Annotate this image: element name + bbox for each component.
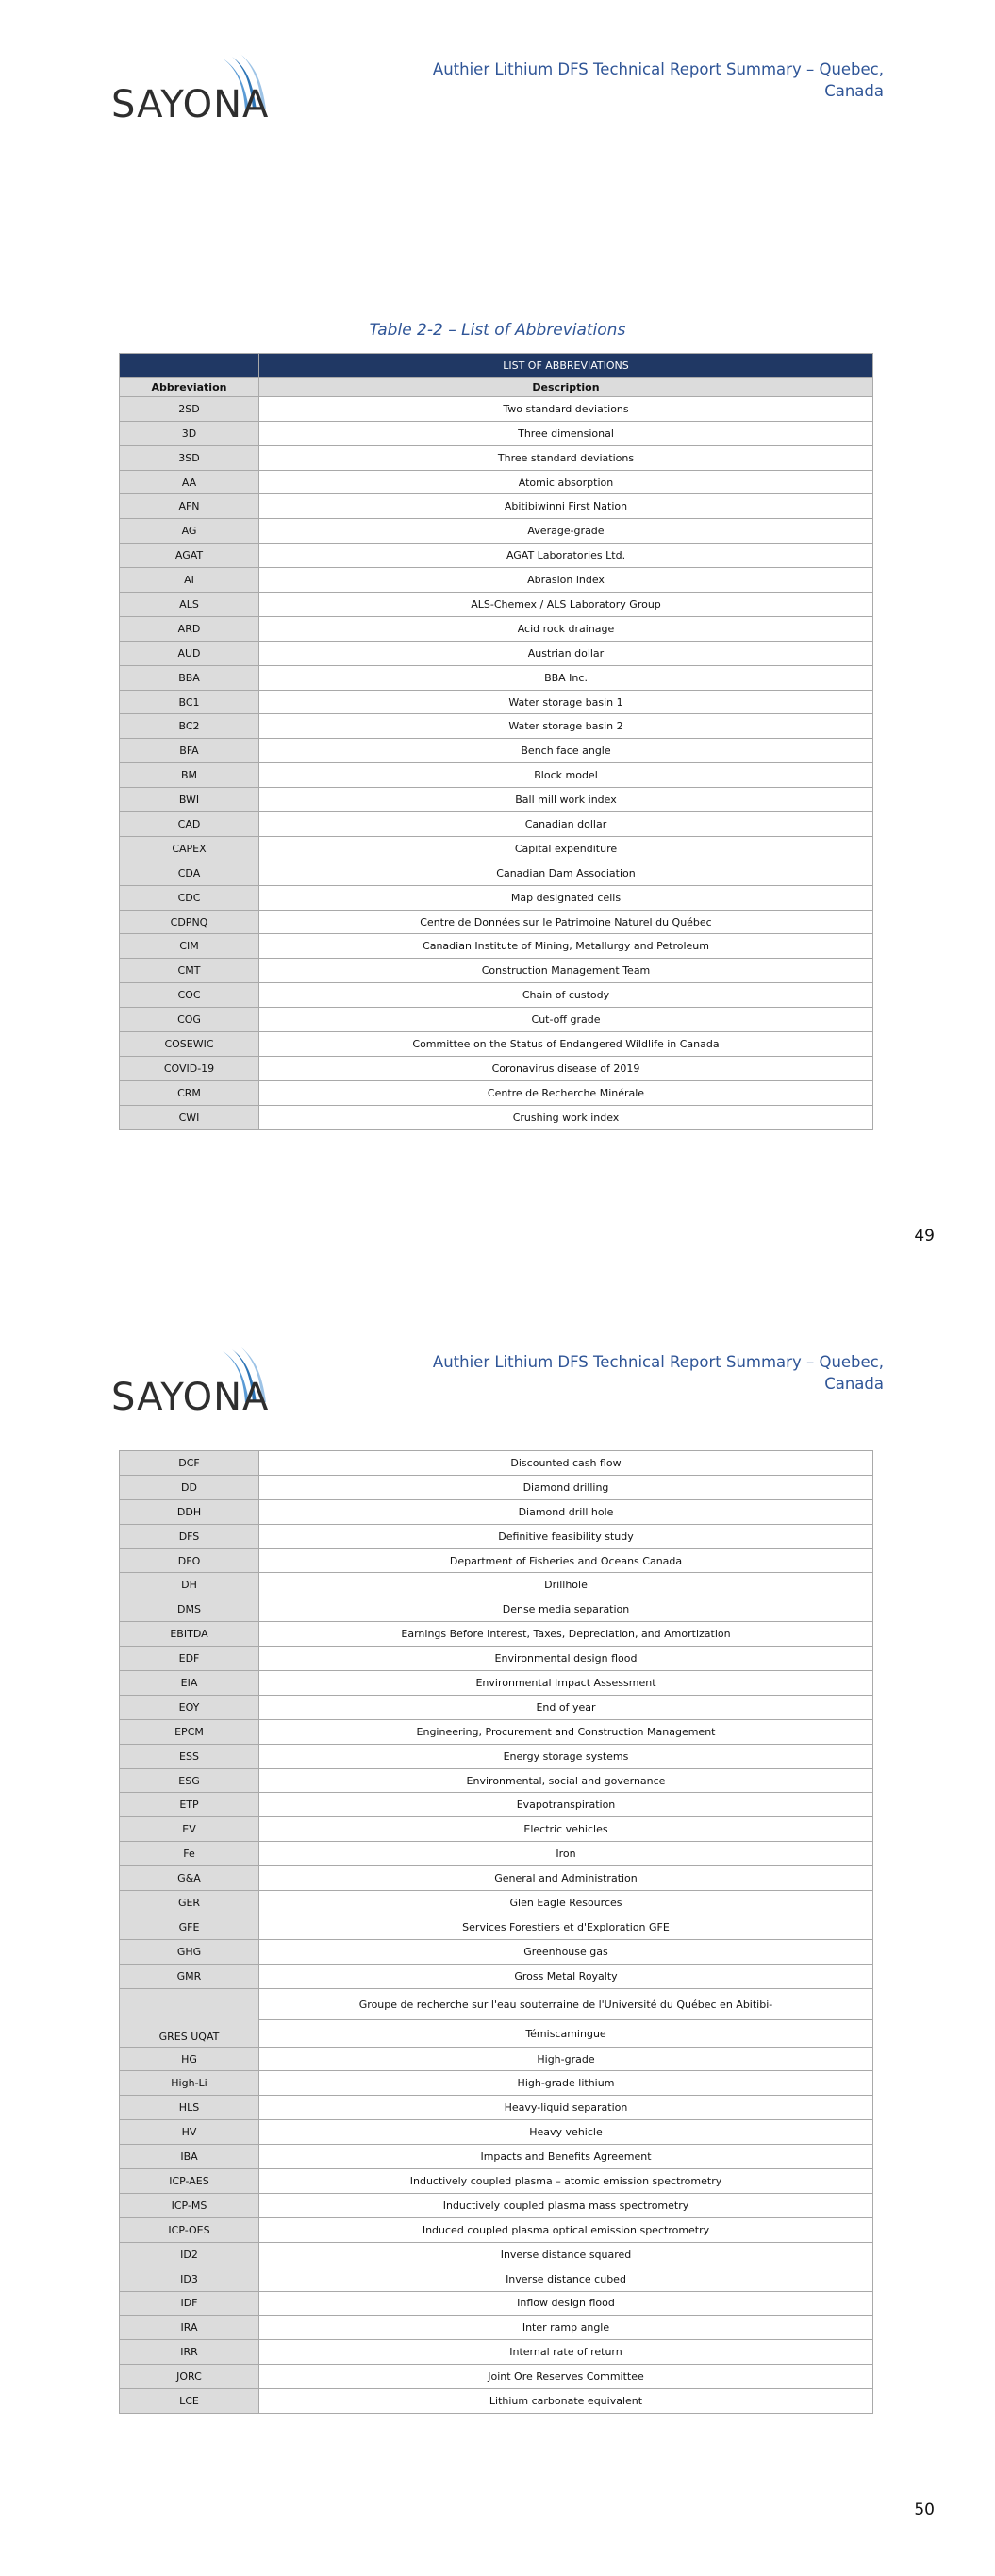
description-cell: Glen Eagle Resources: [259, 1891, 873, 1915]
table-row: [120, 1499, 873, 1524]
table-row: [120, 1988, 873, 2047]
abbreviation-cell: ICP-AES: [120, 2169, 259, 2194]
abbreviation-cell: BC2: [120, 714, 259, 739]
table-row: [120, 714, 873, 739]
table-row: [120, 2145, 873, 2169]
description-cell: BBA Inc.: [259, 665, 873, 690]
table-row: [120, 2267, 873, 2291]
abbreviation-cell: GFE: [120, 1915, 259, 1939]
abbreviation-cell: DD: [120, 1475, 259, 1499]
table-row: [120, 1768, 873, 1793]
abbreviation-cell: AG: [120, 519, 259, 544]
col-abbreviation-header: Abbreviation: [120, 377, 259, 396]
description-cell: Construction Management Team: [259, 959, 873, 983]
description-cell: Centre de Recherche Minérale: [259, 1080, 873, 1105]
description-cell: Iron: [259, 1842, 873, 1866]
header-title: Authier Lithium DFS Technical Report Summary – Quebec, Canada: [432, 60, 884, 100]
header-title: Authier Lithium DFS Technical Report Summary – Quebec, Canada: [432, 1353, 884, 1393]
table-row: [120, 494, 873, 519]
table-row: [120, 1719, 873, 1744]
table-row: [120, 470, 873, 494]
description-cell: Centre de Données sur le Patrimoine Naturel du Québec: [259, 910, 873, 934]
description-cell: Environmental Impact Assessment: [259, 1671, 873, 1696]
abbreviation-cell: CDC: [120, 885, 259, 910]
abbreviation-cell: ESS: [120, 1744, 259, 1768]
table-row: [120, 2071, 873, 2096]
abbreviations-table-continued: [119, 1450, 873, 2414]
table-row: [120, 421, 873, 445]
table-row: [120, 1695, 873, 1719]
description-cell: Water storage basin 1: [259, 690, 873, 714]
table-caption: Table 2-2 – List of Abbreviations: [369, 321, 626, 340]
table-row: [120, 2047, 873, 2071]
description-cell: High-grade lithium: [259, 2071, 873, 2096]
description-cell: Water storage basin 2: [259, 714, 873, 739]
description-cell: Cut-off grade: [259, 1008, 873, 1032]
abbreviation-cell: DCF: [120, 1451, 259, 1476]
table-row: [120, 739, 873, 763]
description-cell: Canadian Institute of Mining, Metallurgy and Petroleum: [259, 934, 873, 959]
table-row: [120, 2389, 873, 2414]
table-row: [120, 959, 873, 983]
abbreviation-cell: CDA: [120, 861, 259, 885]
abbreviation-cell: CRM: [120, 1080, 259, 1105]
table-row: [120, 1866, 873, 1891]
table-row: [120, 812, 873, 837]
table-row: [120, 1671, 873, 1696]
description-cell: Heavy vehicle: [259, 2120, 873, 2145]
abbreviation-cell: EPCM: [120, 1719, 259, 1744]
table-row: [120, 861, 873, 885]
description-line-2: Témiscamingue: [525, 2027, 606, 2040]
description-cell: Definitive feasibility study: [259, 1524, 873, 1548]
table-row: [120, 1793, 873, 1817]
abbreviation-cell: DFS: [120, 1524, 259, 1548]
abbreviation-cell: HV: [120, 2120, 259, 2145]
table-row: [120, 1475, 873, 1499]
table-row: [120, 763, 873, 788]
table-row: [120, 690, 873, 714]
description-cell: Impacts and Benefits Agreement: [259, 2145, 873, 2169]
abbreviation-cell: AFN: [120, 494, 259, 519]
table-row: [120, 2316, 873, 2340]
abbreviation-cell: CWI: [120, 1105, 259, 1129]
abbreviation-cell: CAD: [120, 812, 259, 837]
description-cell: Inter ramp angle: [259, 2316, 873, 2340]
abbreviation-cell: GMR: [120, 1964, 259, 1988]
description-cell: Inverse distance cubed: [259, 2267, 873, 2291]
table-row: [120, 1105, 873, 1129]
description-cell: Crushing work index: [259, 1105, 873, 1129]
abbreviation-cell: Fe: [120, 1842, 259, 1866]
abbreviation-cell: ID2: [120, 2242, 259, 2267]
description-cell: Induced coupled plasma optical emission spectrometry: [259, 2217, 873, 2242]
description-cell: Committee on the Status of Endangered Wildlife in Canada: [259, 1032, 873, 1057]
table-row: [120, 1915, 873, 1939]
abbreviation-cell: 3D: [120, 421, 259, 445]
description-cell: Department of Fisheries and Oceans Canada: [259, 1548, 873, 1573]
table-row: [120, 1744, 873, 1768]
abbreviation-cell: CDPNQ: [120, 910, 259, 934]
table-row: [120, 616, 873, 641]
description-cell: ALS-Chemex / ALS Laboratory Group: [259, 593, 873, 617]
description-cell: Capital expenditure: [259, 836, 873, 861]
abbreviation-cell: DFO: [120, 1548, 259, 1573]
table-row: [120, 1573, 873, 1597]
abbreviation-cell: G&A: [120, 1866, 259, 1891]
table-row: [120, 1056, 873, 1080]
abbreviation-cell: HLS: [120, 2096, 259, 2120]
description-cell: Map designated cells: [259, 885, 873, 910]
abbreviation-cell: EIA: [120, 1671, 259, 1696]
abbreviation-cell: CMT: [120, 959, 259, 983]
description-cell: Heavy-liquid separation: [259, 2096, 873, 2120]
col-description-header: Description: [259, 377, 873, 396]
description-cell: Bench face angle: [259, 739, 873, 763]
abbreviation-cell: AUD: [120, 641, 259, 665]
sayona-logo: [111, 55, 281, 130]
table-row: [120, 445, 873, 470]
abbreviation-cell: IRA: [120, 2316, 259, 2340]
description-cell: Inductively coupled plasma mass spectrometry: [259, 2193, 873, 2217]
abbreviation-cell: ETP: [120, 1793, 259, 1817]
table-row: [120, 1032, 873, 1057]
description-cell: Drillhole: [259, 1573, 873, 1597]
table-row: [120, 1548, 873, 1573]
logo-text: SAYONA: [111, 83, 270, 126]
page-50: [0, 1302, 995, 2576]
description-cell: Internal rate of return: [259, 2340, 873, 2365]
table-row: [120, 641, 873, 665]
description-cell: Coronavirus disease of 2019: [259, 1056, 873, 1080]
table-row: [120, 885, 873, 910]
abbreviation-cell: GHG: [120, 1939, 259, 1964]
table-row: [120, 2291, 873, 2316]
description-cell: Diamond drill hole: [259, 1499, 873, 1524]
description-cell: Abitibiwinni First Nation: [259, 494, 873, 519]
abbreviation-cell: BC1: [120, 690, 259, 714]
table-row: [120, 836, 873, 861]
abbreviation-cell: IBA: [120, 2145, 259, 2169]
description-cell: Discounted cash flow: [259, 1451, 873, 1476]
table-row: [120, 396, 873, 421]
table-row: [120, 1008, 873, 1032]
page-number: 50: [914, 2501, 935, 2519]
abbreviation-cell: 3SD: [120, 445, 259, 470]
description-cell: [259, 1988, 873, 2047]
abbreviation-cell: CAPEX: [120, 836, 259, 861]
sayona-logo: [111, 1347, 281, 1423]
band-label: LIST OF ABBREVIATIONS: [259, 354, 873, 378]
logo-text: SAYONA: [111, 1376, 270, 1419]
abbreviation-cell: COSEWIC: [120, 1032, 259, 1057]
abbreviation-cell: DMS: [120, 1597, 259, 1622]
abbreviation-cell: EBITDA: [120, 1622, 259, 1647]
description-cell: Three dimensional: [259, 421, 873, 445]
abbreviation-cell: High-Li: [120, 2071, 259, 2096]
table-row: [120, 983, 873, 1008]
band-left-cell: [120, 354, 259, 378]
abbreviation-cell: BBA: [120, 665, 259, 690]
description-cell: Inverse distance squared: [259, 2242, 873, 2267]
abbreviation-cell: AGAT: [120, 544, 259, 568]
table-row: [120, 593, 873, 617]
abbreviation-cell: DDH: [120, 1499, 259, 1524]
table-row: [120, 1817, 873, 1842]
description-cell: General and Administration: [259, 1866, 873, 1891]
abbreviation-cell: GRES UQAT: [120, 1988, 259, 2047]
description-cell: Energy storage systems: [259, 1744, 873, 1768]
description-cell: Canadian Dam Association: [259, 861, 873, 885]
table-row: [120, 2217, 873, 2242]
abbreviation-cell: ARD: [120, 616, 259, 641]
abbreviation-cell: EOY: [120, 1695, 259, 1719]
description-cell: Dense media separation: [259, 1597, 873, 1622]
abbreviation-cell: AA: [120, 470, 259, 494]
abbreviation-cell: CIM: [120, 934, 259, 959]
table-row: [120, 1080, 873, 1105]
description-cell: Earnings Before Interest, Taxes, Depreciation, and Amortization: [259, 1622, 873, 1647]
abbreviation-cell: EV: [120, 1817, 259, 1842]
abbreviation-cell: BFA: [120, 739, 259, 763]
table-header-row: [120, 377, 873, 396]
table-row: [120, 1891, 873, 1915]
description-cell: Austrian dollar: [259, 641, 873, 665]
description-cell: Joint Ore Reserves Committee: [259, 2365, 873, 2389]
description-cell: Engineering, Procurement and Construction Management: [259, 1719, 873, 1744]
abbreviation-cell: ID3: [120, 2267, 259, 2291]
abbreviation-cell: GER: [120, 1891, 259, 1915]
abbreviation-cell: HG: [120, 2047, 259, 2071]
description-cell: Environmental, social and governance: [259, 1768, 873, 1793]
abbreviation-cell: LCE: [120, 2389, 259, 2414]
table-row: [120, 544, 873, 568]
table-row: [120, 1597, 873, 1622]
table-row: [120, 2193, 873, 2217]
table-row: [120, 910, 873, 934]
description-cell: Canadian dollar: [259, 812, 873, 837]
abbreviation-cell: ICP-OES: [120, 2217, 259, 2242]
description-cell: Gross Metal Royalty: [259, 1964, 873, 1988]
description-cell: Inductively coupled plasma – atomic emission spectrometry: [259, 2169, 873, 2194]
description-cell: Chain of custody: [259, 983, 873, 1008]
table-row: [120, 568, 873, 593]
table-row: [120, 1451, 873, 1476]
description-cell: Acid rock drainage: [259, 616, 873, 641]
table-row: [120, 1622, 873, 1647]
abbreviation-cell: ICP-MS: [120, 2193, 259, 2217]
table-row: [120, 2365, 873, 2389]
table-row: [120, 1842, 873, 1866]
description-cell: Environmental design flood: [259, 1647, 873, 1671]
description-cell: Services Forestiers et d'Exploration GFE: [259, 1915, 873, 1939]
abbreviation-cell: ESG: [120, 1768, 259, 1793]
description-cell: Greenhouse gas: [259, 1939, 873, 1964]
description-cell: Three standard deviations: [259, 445, 873, 470]
table-row: [120, 2169, 873, 2194]
page-number: 49: [914, 1227, 935, 1246]
table-row: [120, 2242, 873, 2267]
description-cell: Block model: [259, 763, 873, 788]
table-row: [120, 665, 873, 690]
abbreviation-cell: EDF: [120, 1647, 259, 1671]
abbreviation-cell: 2SD: [120, 396, 259, 421]
table-row: [120, 1939, 873, 1964]
table-row: [120, 2096, 873, 2120]
table-row: [120, 2340, 873, 2365]
abbreviation-cell: BWI: [120, 788, 259, 812]
description-cell: Abrasion index: [259, 568, 873, 593]
abbreviation-cell: IRR: [120, 2340, 259, 2365]
abbreviation-cell: COC: [120, 983, 259, 1008]
table-row: [120, 934, 873, 959]
table-row: [120, 1647, 873, 1671]
description-cell: Evapotranspiration: [259, 1793, 873, 1817]
abbreviation-cell: COVID-19: [120, 1056, 259, 1080]
table-row: [120, 1964, 873, 1988]
description-cell: Average-grade: [259, 519, 873, 544]
description-line-1: Groupe de recherche sur l'eau souterraine de l'Université du Québec en Abitibi-: [259, 1989, 872, 2020]
table-row: [120, 788, 873, 812]
abbreviation-cell: IDF: [120, 2291, 259, 2316]
abbreviation-cell: DH: [120, 1573, 259, 1597]
description-cell: Ball mill work index: [259, 788, 873, 812]
description-cell: Lithium carbonate equivalent: [259, 2389, 873, 2414]
description-cell: AGAT Laboratories Ltd.: [259, 544, 873, 568]
table-row: [120, 2120, 873, 2145]
abbreviation-cell: AI: [120, 568, 259, 593]
description-cell: Atomic absorption: [259, 470, 873, 494]
table-row: [120, 1524, 873, 1548]
description-cell: End of year: [259, 1695, 873, 1719]
description-cell: Inflow design flood: [259, 2291, 873, 2316]
abbreviation-cell: COG: [120, 1008, 259, 1032]
abbreviation-cell: BM: [120, 763, 259, 788]
abbreviations-table: [119, 353, 873, 1130]
table-band-row: [120, 354, 873, 378]
description-cell: Two standard deviations: [259, 396, 873, 421]
description-cell: Diamond drilling: [259, 1475, 873, 1499]
abbreviation-cell: ALS: [120, 593, 259, 617]
abbreviation-cell: JORC: [120, 2365, 259, 2389]
description-cell: High-grade: [259, 2047, 873, 2071]
description-cell: Electric vehicles: [259, 1817, 873, 1842]
table-row: [120, 519, 873, 544]
